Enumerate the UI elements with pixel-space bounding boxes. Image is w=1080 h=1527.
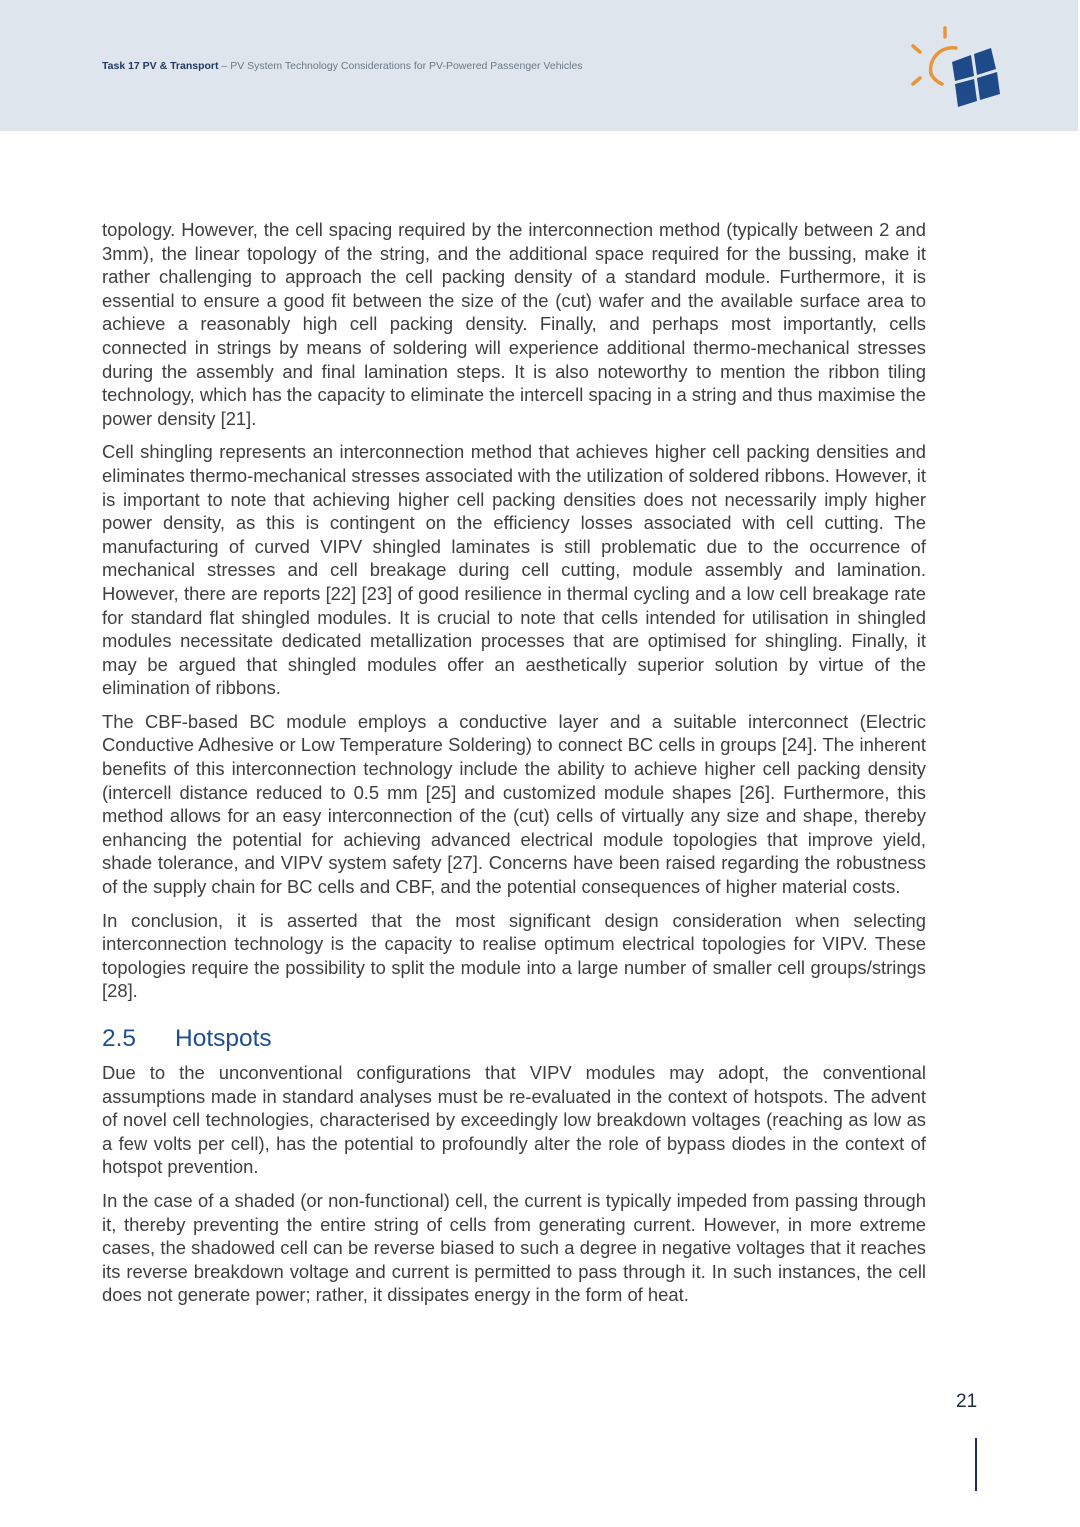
page-header xyxy=(0,0,1078,131)
body-paragraph: topology. However, the cell spacing required by the interconnection method (typically between 2 and 3mm), the linear topology of the string, and the additional space required for the bussing, make it rather challenging to approach the cell packing density of a standard module. Furthermore, it is essential to ensure a good fit between the size of the (cut) wafer and the available surface area to achieve a reasonably high cell packing density. Finally, and perhaps most importantly, cells connected in strings by means of soldering will experience additional thermo-mechanical stresses during the assembly and final lamination steps. It is also noteworthy to mention the ribbon tiling technology, which has the capacity to eliminate the intercell spacing in a string and thus maximise the power density [21]. xyxy=(102,219,926,429)
section-number: 2.5 xyxy=(102,1025,137,1052)
body-paragraph: The CBF-based BC module employs a conductive layer and a suitable interconnect (Electric Conductive Adhesive or Low Temperature Soldering) to connect BC cells in groups [24]. The inherent benefits of this interconnection technology include the ability to achieve higher cell packing density (intercell distance reduced to 0.5 mm [25] and customized module shapes [26]. Furthermore, this method allows for an easy interconnection of the (cut) cells of virtually any size and shape, thereby enhancing the potential for achieving advanced electrical module topologies that improve yield, shade tolerance, and VIPV system safety [27]. Concerns have been raised regarding the robustness of the supply chain for BC cells and CBF, and the potential consequences of higher material costs. xyxy=(102,710,926,898)
page-body xyxy=(102,218,926,1317)
body-paragraph: Cell shingling represents an interconnection method that achieves higher cell packing densities and eliminates thermo-mechanical stresses associated with the utilization of soldered ribbons. However, it is important to note that achieving higher cell packing densities does not necessarily imply higher power density, as this is contingent on the efficiency losses associated with cell cutting. The manufacturing of curved VIPV shingled laminates is still problematic due to the occurrence of mechanical stresses and cell breakage during cell cutting, module assembly and lamination. However, there are reports [22] [23] of good resilience in thermal cycling and a low cell breakage rate for standard flat shingled modules. It is crucial to note that cells intended for utilisation in shingled modules necessitate dedicated metallization processes that are optimised for shingling. Finally, it may be argued that shingled modules offer an aesthetically superior solution by virtue of the elimination of ribbons. xyxy=(102,441,926,699)
section-heading xyxy=(102,1024,926,1054)
sun-solar-panel-logo-icon xyxy=(908,24,1003,114)
section-title: Hotspots xyxy=(175,1025,272,1052)
running-header xyxy=(102,60,583,72)
task-label: Task 17 PV & Transport xyxy=(102,60,219,72)
page-number: 21 xyxy=(956,1391,978,1412)
document-title: PV System Technology Considerations for PV-Powered Passenger Vehicles xyxy=(230,60,583,72)
page-marker-divider xyxy=(975,1438,977,1491)
body-paragraph: In conclusion, it is asserted that the most significant design consideration when selecting interconnection technology is the capacity to realise optimum electrical topologies for VIPV. These topologies require the possibility to split the module into a large number of smaller cell groups/strings [28]. xyxy=(102,909,926,1002)
header-separator: – xyxy=(218,60,231,72)
body-paragraph: In the case of a shaded (or non-functional) cell, the current is typically impeded from passing through it, thereby preventing the entire string of cells from generating current. However, in more extreme cases, the shadowed cell can be reverse biased to such a degree in negative voltages that it reaches its reverse breakdown voltage and current is permitted to pass through it. In such instances, the cell does not generate power; rather, it dissipates energy in the form of heat. xyxy=(102,1189,926,1306)
body-paragraph: Due to the unconventional configurations that VIPV modules may adopt, the conventional assumptions made in standard analyses must be re-evaluated in the context of hotspots. The advent of novel cell technologies, characterised by exceedingly low breakdown voltages (reaching as low as a few volts per cell), has the potential to profoundly alter the role of bypass diodes in the context of hotspot prevention. xyxy=(102,1062,926,1178)
